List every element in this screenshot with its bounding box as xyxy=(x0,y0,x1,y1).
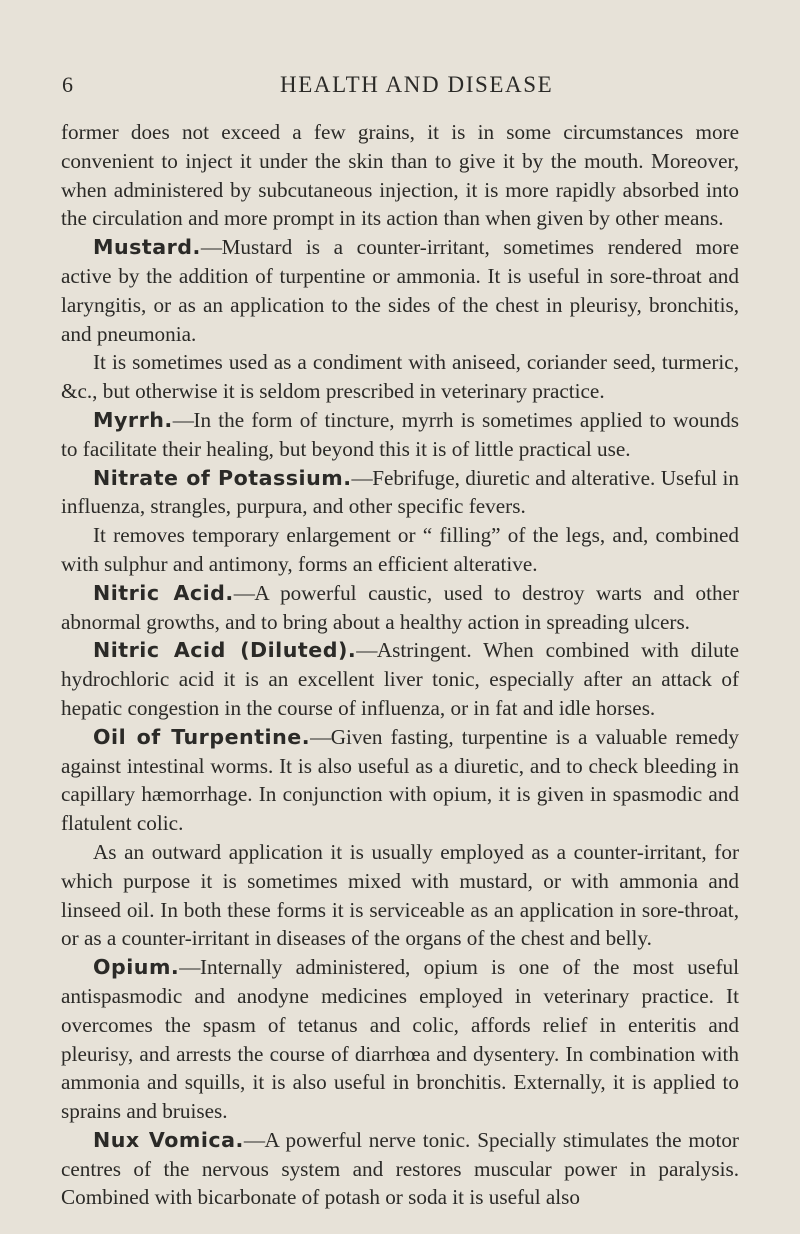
paragraph xyxy=(61,348,739,406)
entry-term: Nux Vomica. xyxy=(93,1127,244,1152)
paragraph xyxy=(61,233,739,348)
entry-term: Opium. xyxy=(93,955,180,980)
page-body xyxy=(61,118,739,1212)
entry-term: Oil of Turpentine. xyxy=(93,724,311,749)
paragraph-text: It removes temporary enlargement or “ filling” of the legs, and, combined with sulphur and antimony, forms an efficient alterative. xyxy=(61,523,739,576)
em-dash: — xyxy=(310,724,331,749)
em-dash: — xyxy=(172,407,194,432)
em-dash: — xyxy=(200,235,222,260)
paragraph-text: former does not exceed a few grains, it is in some circumstances more convenient to inject it under the skin than to give it by the mouth. Moreover, when administered by subcutaneous injection, it is more rapidly absorbed into the circulation and more prompt in its action than when given by other means. xyxy=(61,120,739,231)
em-dash: — xyxy=(179,955,200,980)
paragraph xyxy=(61,521,739,579)
entry-term: Nitric Acid (Diluted). xyxy=(93,638,357,663)
running-title: HEALTH AND DISEASE xyxy=(280,72,554,97)
paragraph xyxy=(61,1126,739,1212)
paragraph-text: Internally administered, opium is one of the most useful antispasmodic and anodyne medicines employed in veterinary practice. It overcomes the spasm of tetanus and colic, affords relief in enteritis and pleurisy, and arrests the course of diarrhœa and dysentery. In combination with ammonia and squills, it is also useful in bronchitis. Externally, it is applied to sprains and bruises. xyxy=(61,955,739,1124)
paragraph xyxy=(61,636,739,722)
paragraph-text: Astringent. When combined with dilute hydrochloric acid it is an excellent liver tonic, especially after an attack of hepatic congestion in the course of influenza, or in fat and idle horses. xyxy=(61,638,740,720)
em-dash: — xyxy=(351,465,373,490)
paragraph-text: In the form of tincture, myrrh is sometimes applied to wounds to facilitate their healing, but beyond this it is of little practical use. xyxy=(61,407,739,461)
paragraph-text: A powerful caustic, used to destroy warts and other abnormal growths, and to bring about a healthy action in spreading ulcers. xyxy=(61,580,740,634)
paragraph xyxy=(61,118,739,233)
paragraph-text: As an outward application it is usually employed as a counter-irritant, for which purpose it is sometimes mixed with mustard, or with ammonia and linseed oil. In both these forms it is serviceable as an application in sore-throat, or as a counter-irritant in diseases of the organs of the chest and belly. xyxy=(61,839,739,951)
paragraph xyxy=(61,953,739,1126)
page-header xyxy=(62,72,760,102)
entry-term: Mustard. xyxy=(93,235,201,260)
paragraph-text: Mustard is a counter-irritant, sometimes rendered more active by the addition of turpentine or ammonia. It is useful in sore-throat and laryngitis, or as an application to the sides of the chest in pleurisy, bronchitis, and pneumonia. xyxy=(61,235,739,346)
paragraph xyxy=(61,838,739,953)
paragraph-text: Febrifuge, diuretic and alterative. Useful in influenza, strangles, purpura, and other specific fevers. xyxy=(61,465,739,519)
paragraph xyxy=(61,464,739,522)
paragraph xyxy=(61,579,739,637)
em-dash: — xyxy=(356,638,377,663)
page-number: 6 xyxy=(62,72,74,97)
paragraph-text: It is sometimes used as a condiment with aniseed, coriander seed, turmeric, &c., but otherwise it is seldom prescribed in veterinary practice. xyxy=(61,350,739,404)
paragraph-text: A powerful nerve tonic. Specially stimulates the motor centres of the nervous system and restores muscular power in paralysis. Combined with bicarbonate of potash or soda it is useful also xyxy=(61,1127,739,1210)
entry-term: Nitric Acid. xyxy=(93,580,234,605)
em-dash: — xyxy=(243,1127,265,1152)
paragraph xyxy=(61,406,739,464)
paragraph-text: Given fasting, turpentine is a valuable remedy against intestinal worms. It is also useful as a diuretic, and to check bleeding in capillary hæmorrhage. In conjunction with opium, it is given in spasmodic and flatulent colic. xyxy=(61,724,739,836)
paragraph xyxy=(61,723,739,838)
entry-term: Myrrh. xyxy=(93,407,173,432)
em-dash: — xyxy=(233,580,255,605)
entry-term: Nitrate of Potassium. xyxy=(93,465,352,490)
